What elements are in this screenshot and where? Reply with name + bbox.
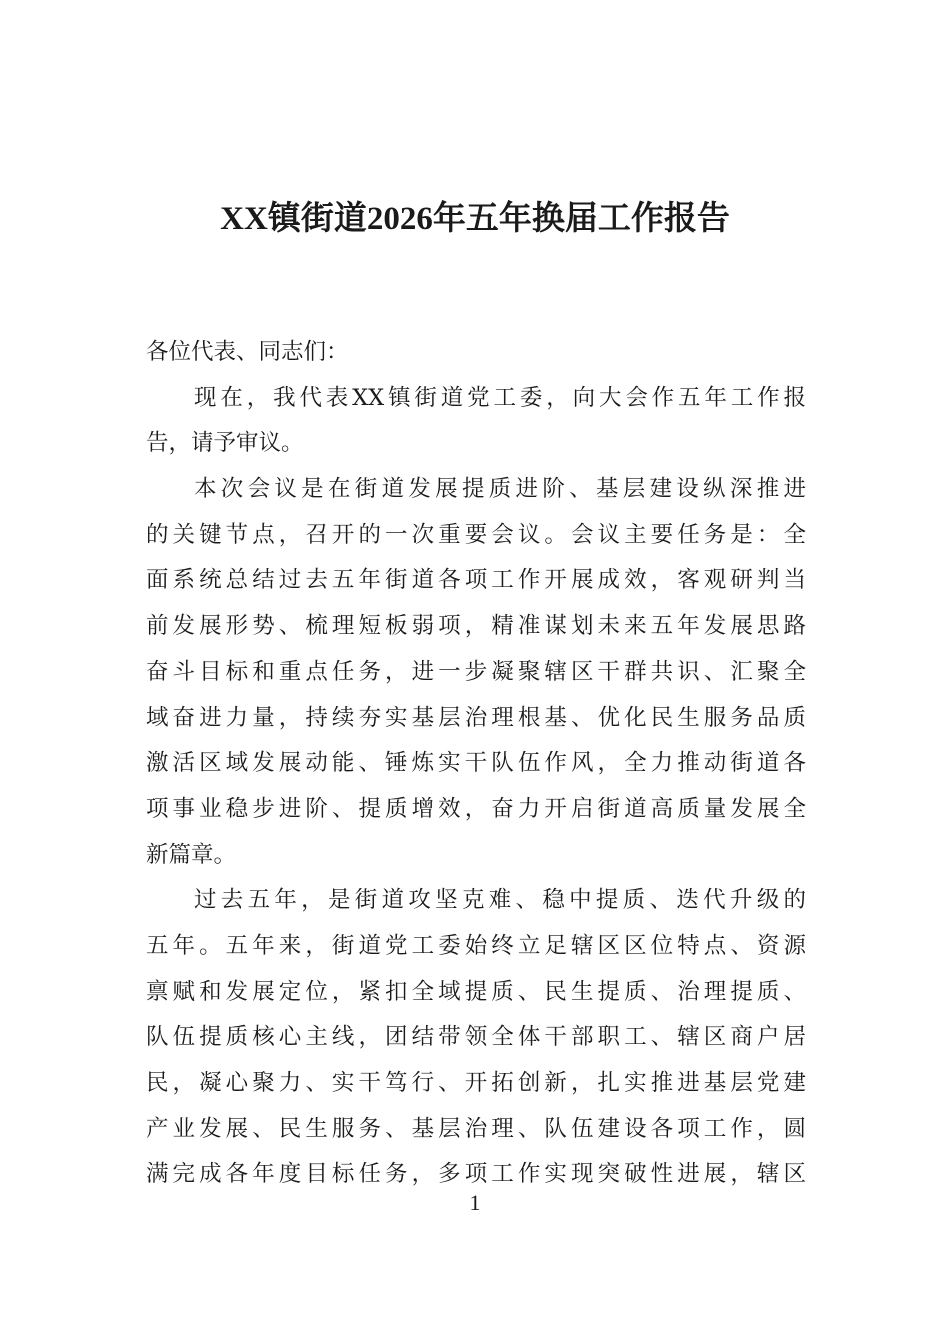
text-line: 域奋进力量，持续夯实基层治理根基、优化民生服务品质: [146, 704, 806, 731]
text-line: 面系统总结过去五年街道各项工作开展成效，客观研判当: [146, 567, 806, 594]
text-line: 告，请予审议。: [146, 430, 304, 457]
salutation-line: 各位代表、同志们：: [146, 339, 349, 365]
document-body: [146, 330, 806, 1198]
page-number: 1: [469, 1190, 481, 1215]
text-line: 激活区域发展动能、锤炼实干队伍作风，全力推动街道各: [146, 750, 806, 777]
text-line: 五年。五年来，街道党工委始终立足辖区区位特点、资源: [146, 932, 806, 959]
text-line: 过去五年，是街道攻坚克难、稳中提质、迭代升级的: [194, 887, 806, 914]
text-line: 禀赋和发展定位，紧扣全域提质、民生提质、治理提质、: [146, 978, 806, 1005]
text-line: 队伍提质核心主线，团结带领全体干部职工、辖区商户居: [146, 1024, 806, 1051]
text-line: 产业发展、民生服务、基层治理、队伍建设各项工作，圆: [146, 1115, 806, 1142]
text-line: 民，凝心聚力、实干笃行、开拓创新，扎实推进基层党建: [146, 1070, 806, 1096]
text-line: 本次会议是在街道发展提质进阶、基层建设纵深推进: [194, 476, 806, 503]
text-line: 项事业稳步进阶、提质增效，奋力开启街道高质量发展全: [146, 795, 806, 822]
text-line: 现在，我代表XX镇街道党工委，向大会作五年工作报: [194, 384, 806, 411]
document-title: XX镇街道2026年五年换届工作报告: [220, 201, 730, 237]
text-line: 满完成各年度目标任务，多项工作实现突破性进展，辖区: [146, 1161, 806, 1188]
text-line: 前发展形势、梳理短板弱项，精准谋划未来五年发展思路: [146, 613, 806, 640]
text-line: 的关键节点，召开的一次重要会议。会议主要任务是：全: [146, 521, 806, 548]
text-line: 奋斗目标和重点任务，进一步凝聚辖区干群共识、汇聚全: [146, 658, 806, 685]
text-line: 新篇章。: [146, 841, 237, 868]
